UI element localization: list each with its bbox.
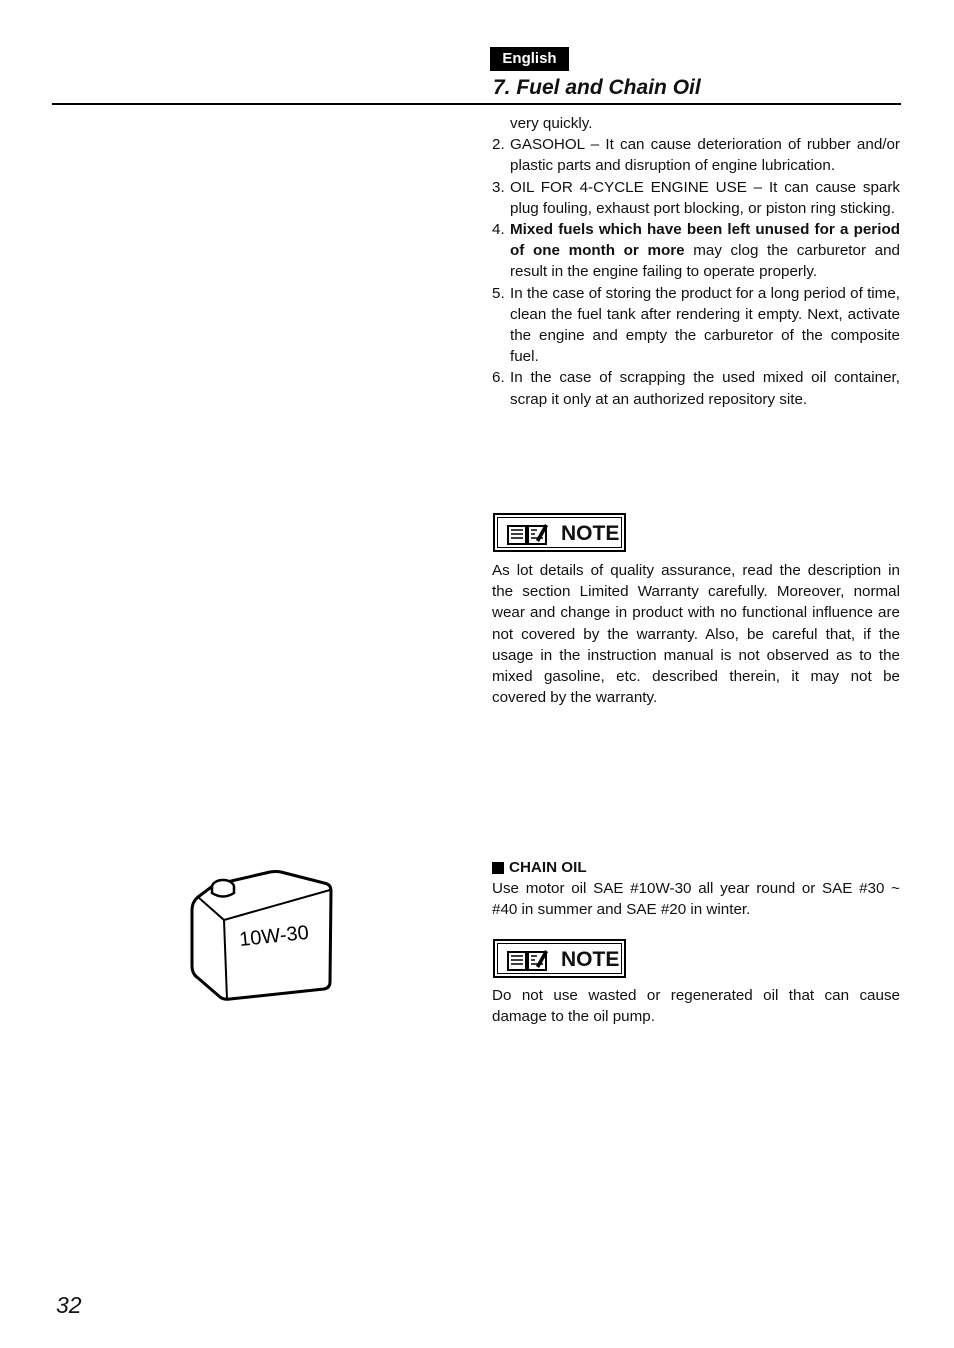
list-text: In the case of scrapping the used mixed oil container, scrap it only at an authorized repository site.	[510, 369, 900, 408]
list-item	[492, 177, 900, 219]
note-text: Do not use wasted or regenerated oil that can cause damage to the oil pump.	[492, 987, 900, 1026]
list-number: 4.	[492, 221, 505, 239]
note-box	[493, 939, 626, 978]
list-number: 5.	[492, 284, 505, 302]
note-label: NOTE	[561, 522, 620, 545]
square-bullet-icon	[492, 862, 504, 874]
note-book-icon	[506, 948, 548, 972]
fuel-list-section	[492, 113, 900, 410]
chain-oil-heading-text: CHAIN OIL	[509, 859, 587, 876]
list-item	[492, 134, 900, 176]
note-box	[493, 513, 626, 552]
chain-oil-text: Use motor oil SAE #10W-30 all year round or SAE #30 ~ #40 in summer and SAE #20 in winter.	[492, 880, 900, 919]
continued-text: very quickly.	[510, 115, 593, 132]
list-item	[492, 283, 900, 368]
list-text: OIL FOR 4-CYCLE ENGINE USE – It can cause spark plug fouling, exhaust port blocking, or piston ring sticking.	[510, 178, 900, 217]
bold-warning: Mixed fuels which have been left unused for a period of one month or more	[510, 221, 900, 260]
list-number: 2.	[492, 136, 505, 154]
list-item	[492, 219, 900, 283]
section-title: 7. Fuel and Chain Oil	[493, 76, 701, 99]
list-item	[492, 367, 900, 409]
header-divider	[52, 103, 901, 105]
note-text-block	[492, 560, 900, 708]
list-text-rest: may clog the carburetor and result in the engine failing to operate properly.	[510, 242, 900, 281]
oil-can-icon	[186, 866, 336, 1006]
container-label: 10W-30	[238, 921, 310, 951]
note-text-block	[492, 985, 900, 1027]
list-text: In the case of storing the product for a long period of time, clean the fuel tank after rendering it empty. Next, activate the engine and empty the carburetor of the composite fuel.	[510, 284, 900, 366]
language-badge: English	[490, 47, 569, 71]
fuel-list	[492, 134, 900, 410]
list-number: 3.	[492, 178, 505, 196]
list-text	[510, 219, 900, 283]
list-number: 6.	[492, 369, 505, 387]
note-book-icon	[506, 522, 548, 546]
chain-oil-heading	[492, 857, 900, 878]
list-text: GASOHOL – It can cause deterioration of rubber and/or plastic parts and disruption of engine lubrication.	[510, 136, 900, 175]
note-label: NOTE	[561, 948, 620, 971]
note-text: As lot details of quality assurance, read the description in the section Limited Warranty carefully. Moreover, normal wear and change in product with no functional influence are not covered by the warranty. Also, be careful that, if the usage in the instruction manual is not observed as to the mixed gasoline, etc. described therein, it may not be covered by the warranty.	[492, 562, 900, 707]
chain-oil-section	[492, 857, 900, 921]
page-number: 32	[56, 1292, 82, 1318]
